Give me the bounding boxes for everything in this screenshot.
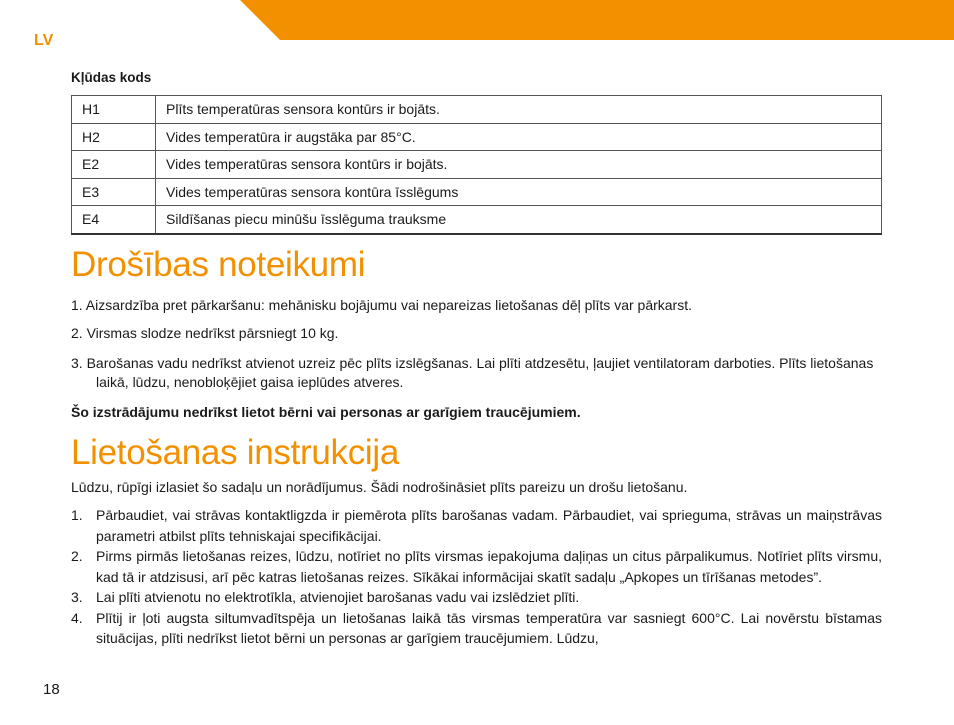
error-code-table xyxy=(71,95,882,235)
header-banner xyxy=(0,0,954,40)
list-item xyxy=(71,587,882,608)
error-description: Plīts temperatūras sensora kontūrs ir bojāts. xyxy=(156,96,882,124)
page-number: 18 xyxy=(43,681,60,698)
step-number: 4. xyxy=(71,609,83,626)
error-description: Vides temperatūras sensora kontūra īsslēgums xyxy=(156,178,882,206)
step-text: Pārbaudiet, vai strāvas kontaktligzda ir piemērota plīts barošanas vadam. Pārbaudiet, vai sprieguma, strāvas un maiņstrāvas parametri atbilst plīts tehniskajai specifikācijai. xyxy=(96,507,882,544)
error-code: H2 xyxy=(72,123,156,151)
safety-heading: Drošības noteikumi xyxy=(71,245,366,284)
instructions-intro: Lūdzu, rūpīgi izlasiet šo sadaļu un norādījumus. Šādi nodrošināsiet plīts pareizu un drošu lietošanu. xyxy=(71,479,688,495)
step-number: 1. xyxy=(71,507,83,523)
safety-item: 3. Barošanas vadu nedrīkst atvienot uzreiz pēc plīts izslēgšanas. Lai plīti atdzesētu, ļaujiet ventilatoram darboties. Plīts lietošanas laikā, lūdzu, nenobloķējiet gaisa ieplūdes atveres. xyxy=(71,355,874,390)
list-item xyxy=(71,505,882,546)
step-text: Plītij ir ļoti augsta siltumvadītspēja un lietošanas laikā tās virsmas temperatūra var sasniegt 600°C. Lai novērstu bīstamas situācijas, plīti nedrīkst lietot bērni un personas ar garīgiem traucējumiem. Lūdzu, xyxy=(96,609,882,646)
table-row xyxy=(72,96,882,124)
step-number: 2. xyxy=(71,548,83,564)
table-row xyxy=(72,178,882,206)
list-item xyxy=(71,608,882,649)
step-number: 3. xyxy=(71,589,83,605)
step-text: Lai plīti atvienotu no elektrotīkla, atvienojiet barošanas vadu vai izslēdziet plīti. xyxy=(96,589,580,605)
safety-item: 1. Aizsardzība pret pārkaršanu: mehānisku bojājumu vai nepareizas lietošanas dēļ plīts var pārkarst. xyxy=(71,297,692,313)
table-row xyxy=(72,151,882,179)
list-item xyxy=(71,546,882,587)
table-row xyxy=(72,123,882,151)
instructions-heading: Lietošanas instrukcija xyxy=(71,433,400,472)
error-code: H1 xyxy=(72,96,156,124)
language-code: LV xyxy=(34,32,54,49)
error-code-table-title: Kļūdas kods xyxy=(71,70,152,85)
error-code: E2 xyxy=(72,151,156,179)
table-row xyxy=(72,206,882,234)
error-description: Vides temperatūras sensora kontūrs ir bojāts. xyxy=(156,151,882,179)
error-description: Sildīšanas piecu minūšu īsslēguma trauksme xyxy=(156,206,882,234)
step-text: Pirms pirmās lietošanas reizes, lūdzu, notīriet no plīts virsmas iepakojuma daļiņas un citus pārpalikumus. Notīriet plīts virsmu, kad tā ir atdzisusi, arī pēc katras lietošanas reizes. Sīkākai informācijai skatīt sadaļu „Apkopes un tīrīšanas metodes”. xyxy=(96,548,882,585)
safety-warning: Šo izstrādājumu nedrīkst lietot bērni vai personas ar garīgiem traucējumiem. xyxy=(71,404,581,420)
instruction-steps xyxy=(71,505,882,649)
error-description: Vides temperatūra ir augstāka par 85°C. xyxy=(156,123,882,151)
error-code: E3 xyxy=(72,178,156,206)
error-code: E4 xyxy=(72,206,156,234)
safety-item: 2. Virsmas slodze nedrīkst pārsniegt 10 kg. xyxy=(71,325,339,341)
